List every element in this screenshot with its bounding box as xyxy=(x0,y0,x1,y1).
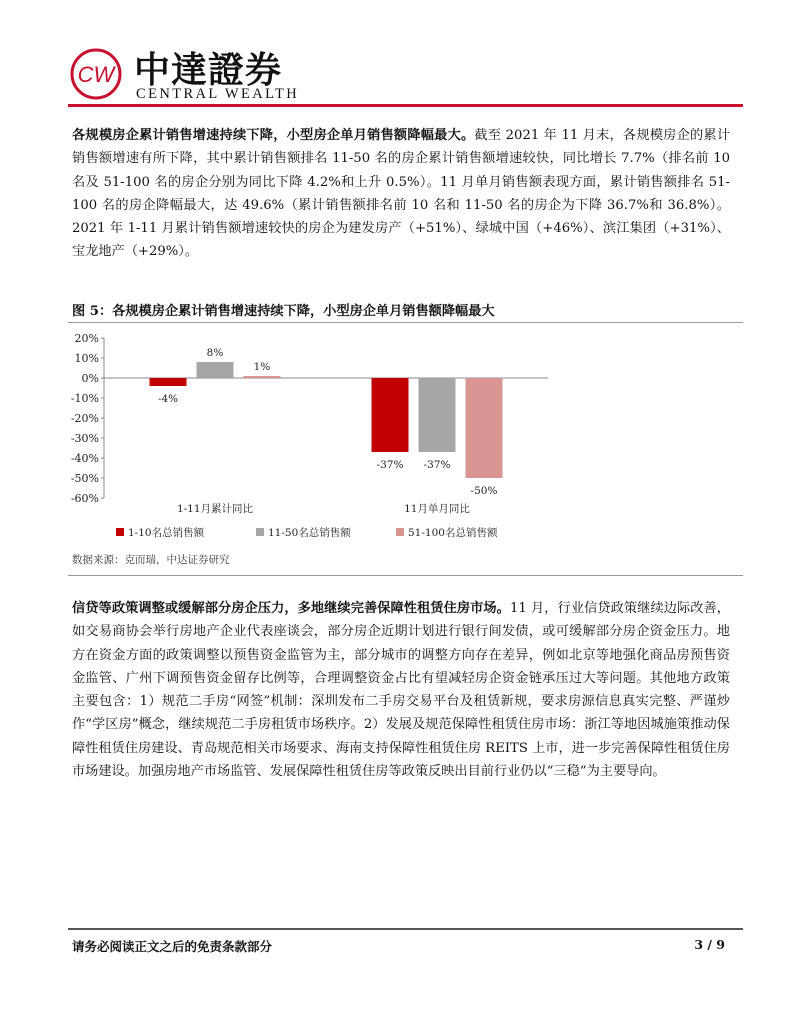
data-label: -50% xyxy=(470,485,498,497)
legend-label: 51-100名总销售额 xyxy=(408,527,498,539)
paragraph-sales-growth xyxy=(72,124,730,264)
x-tick-label: 11月单月同比 xyxy=(404,503,470,515)
data-label: 1% xyxy=(253,361,271,373)
footer-divider xyxy=(68,928,743,930)
bar xyxy=(372,378,409,452)
header-divider xyxy=(68,104,743,107)
sales-growth-bar-chart xyxy=(68,326,728,546)
figure-source: 数据来源：克而瑞，中达证券研究 xyxy=(72,554,230,566)
figure-title: 图 5：各规模房企累计销售增速持续下降，小型房企单月销售额降幅最大 xyxy=(72,304,495,319)
y-tick-label: -10% xyxy=(70,392,99,405)
footer-disclaimer: 请务必阅读正文之后的免责条款部分 xyxy=(72,939,273,954)
y-tick-label: -50% xyxy=(70,472,99,485)
paragraph-policy xyxy=(72,597,730,783)
legend-label: 11-50名总销售额 xyxy=(268,527,351,539)
y-tick-label: 10% xyxy=(74,352,99,365)
y-tick-label: -40% xyxy=(70,452,99,465)
brand-name-en: CENTRAL WEALTH xyxy=(136,86,300,102)
y-tick-label: -60% xyxy=(70,492,99,505)
legend-swatch xyxy=(396,528,404,536)
data-label: -37% xyxy=(423,459,451,471)
paragraph-sales-growth-body: 截至 2021 年 11 月末，各规模房企的累计销售额增速有所下降，其中累计销售额排名 11-50 名的房企累计销售额增速较快，同比增长 7.7%（排名前 10 名及 51-100 名的房企分别为同比下降 4.2%和上升 0.5%）。11 月单月销售额表现方面，累计销售额排名 51-100 名的房企降幅最大，达 49.6%（累计销售额排名前 10 名和 11-50 名的房企为下降 36.7%和 36.8%）。2021 年 1-11 月累计销售额增速较快的房企为建发房产（+51%）、绿城中国（+46%）、滨江集团（+31%）、宝龙地产（+29%）。 xyxy=(72,128,731,260)
y-tick-label: -30% xyxy=(70,432,99,445)
paragraph-sales-growth-lead: 各规模房企累计销售增速持续下降，小型房企单月销售额降幅最大。 xyxy=(72,128,475,143)
bar xyxy=(419,378,456,452)
legend-swatch xyxy=(116,528,124,536)
brand-name-cn: 中達證券 xyxy=(134,49,283,91)
legend-swatch xyxy=(256,528,264,536)
bar xyxy=(150,378,187,386)
bar xyxy=(197,362,234,378)
x-tick-label: 1-11月累计同比 xyxy=(176,503,254,515)
figure-top-rule xyxy=(68,322,743,323)
logo-emblem-text: CW xyxy=(77,62,115,87)
data-label: -4% xyxy=(157,393,179,405)
y-tick-label: -20% xyxy=(70,412,99,425)
y-tick-label: 0% xyxy=(81,372,99,385)
bar xyxy=(466,378,503,478)
paragraph-policy-lead: 信贷等政策调整或缓解部分房企压力，多地继续完善保障性租赁住房市场。 xyxy=(72,601,510,616)
logo-emblem-icon xyxy=(68,46,124,102)
y-tick-label: 20% xyxy=(74,332,99,345)
paragraph-policy-body: 11 月，行业信贷政策继续边际改善，如交易商协会举行房地产企业代表座谈会，部分房企近期计划进行银行间发债，或可缓解部分房企资金压力。地方在资金方面的政策调整以预售资金监管为主，部分城市的调整方向存在差异，例如北京等地强化商品房预售资金监管、广州下调预售资金留存比例等，合理调整资金占比有望减轻房企资金链承压过大等问题。其他地方政策主要包含：1）规范二手房“网签”机制：深圳发布二手房交易平台及租赁新规，要求房源信息真实完整、严谨炒作“学区房”概念，继续规范二手房租赁市场秩序。2）发展及规范保障性租赁住房市场：浙江等地因城施策推动保障性租赁住房建设、青岛规范相关市场要求、海南支持保障性租赁住房 REITS 上市，进一步完善保障性租赁住房市场建设。加强房地产市场监管、发展保障性租赁住房等政策反映出目前行业仍以“三稳”为主要导向。 xyxy=(72,601,730,780)
data-label: 8% xyxy=(206,347,224,359)
legend-label: 1-10名总销售额 xyxy=(128,527,205,539)
data-label: -37% xyxy=(376,459,404,471)
page-number: 3 / 9 xyxy=(694,937,725,952)
bar xyxy=(244,376,281,378)
figure-bottom-rule xyxy=(68,575,743,576)
